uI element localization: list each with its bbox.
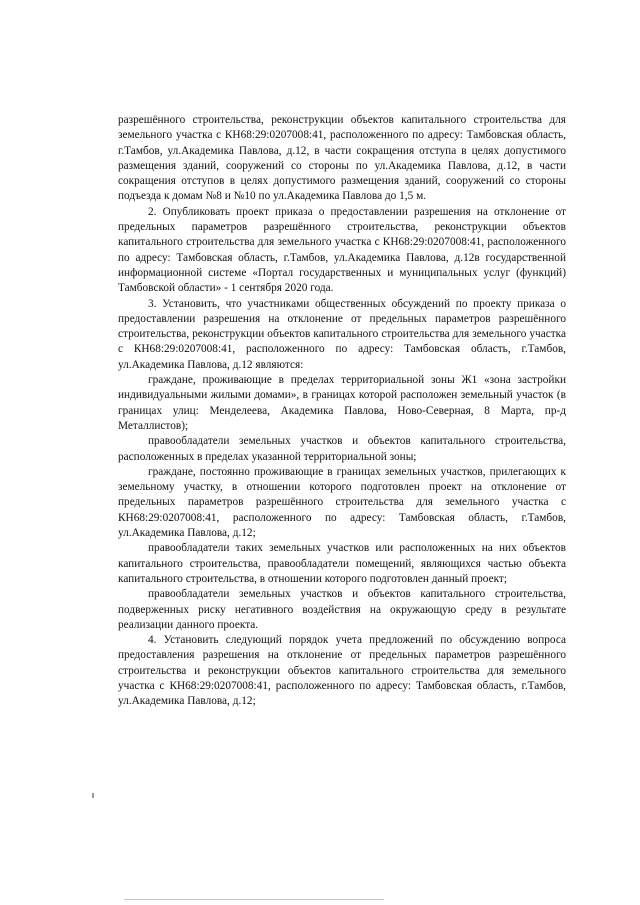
- paragraph-item-2: 2. Опубликовать проект приказа о предоставлении разрешения на отклонение от предельных параметров разрешённого строительства, реконструкции объектов капитального строительства для земельного участка с КН68:29:0207008:41, расположенного по адресу: Тамбовская область, г.Тамбов, ул.Академика Павлова, д.12в государственной информационной системе «Портал государственных и муниципальных услуг (функций) Тамбовской области» - 1 сентября 2020 года.: [118, 205, 566, 295]
- paragraph-item-4: 4. Установить следующий порядок учета предложений по обсуждению вопроса предоставления разрешения на отклонение от предельных параметров разрешённого строительства и реконструкции объектов капитального строительства для земельного участка с КН68:29:0207008:41, расположенного по адресу: Тамбовская область, г.Тамбов, ул.Академика Павлова, д.12;: [118, 634, 566, 708]
- participant-group-adjacent-residents: граждане, постоянно проживающие в границах земельных участков, прилегающих к земельному участку, в отношении которого подготовлен проект на отклонение от предельных параметров разрешённого строительства для земельного участка с КН68:29:0207008:41, расположенного по адресу: Тамбовская область, г.Тамбов, ул.Академика Павлова, д.12;: [118, 465, 566, 540]
- participant-group-residents: граждане, проживающие в пределах территориальной зоны Ж1 «зона застройки индивидуальными жилыми домами», в границах которой расположен земельный участок (в границах улиц: Менделеева, Академика Павлова, Ново-Северная, 8 Марта, пр-д Металлистов);: [118, 374, 566, 432]
- participant-group-rightholders-objects: правообладатели таких земельных участков или расположенных на них объектов капитального строительства, правообладатели помещений, являющихся частью объекта капитального строительства, в отношении которого подготовлен данный проект;: [118, 542, 566, 585]
- scan-artifact: [92, 793, 94, 798]
- participant-group-rightholders-zone: правообладатели земельных участков и объектов капитального строительства, расположенных в пределах указанной территориальной зоны;: [118, 435, 566, 463]
- participant-group-risk-rightholders: правообладатели земельных участков и объектов капитального строительства, подверженных риску негативного воздействия на окружающую среду в результате реализации данного проекта.: [118, 588, 566, 631]
- paragraph-continuation: разрешённого строительства, реконструкции объектов капитального строительства для земельного участка с КН68:29:0207008:41, расположенного по адресу: Тамбовская область, г.Тамбов, ул.Академика Павлова, д.12, в части сокращения отступа в целях допустимого размещения зданий, сооружений со стороны по ул.Академика Павлова, д.12, в части сокращения отступов в целях допустимого размещения зданий, сооружений со стороны подъезда к домам №8 и №10 по ул.Академика Павлова до 1,5 м.: [118, 114, 566, 203]
- scan-artifact-bottom: [124, 899, 384, 900]
- document-page: [118, 113, 566, 710]
- paragraph-item-3: 3. Установить, что участниками общественных обсуждений по проекту приказа о предоставлении разрешения на отклонение от предельных параметров разрешённого строительства, реконструкции объектов капитального строительства для земельного участка с КН68:29:0207008:41, расположенного по адресу: Тамбовская область, г.Тамбов, ул.Академика Павлова, д.12 являются:: [118, 297, 566, 371]
